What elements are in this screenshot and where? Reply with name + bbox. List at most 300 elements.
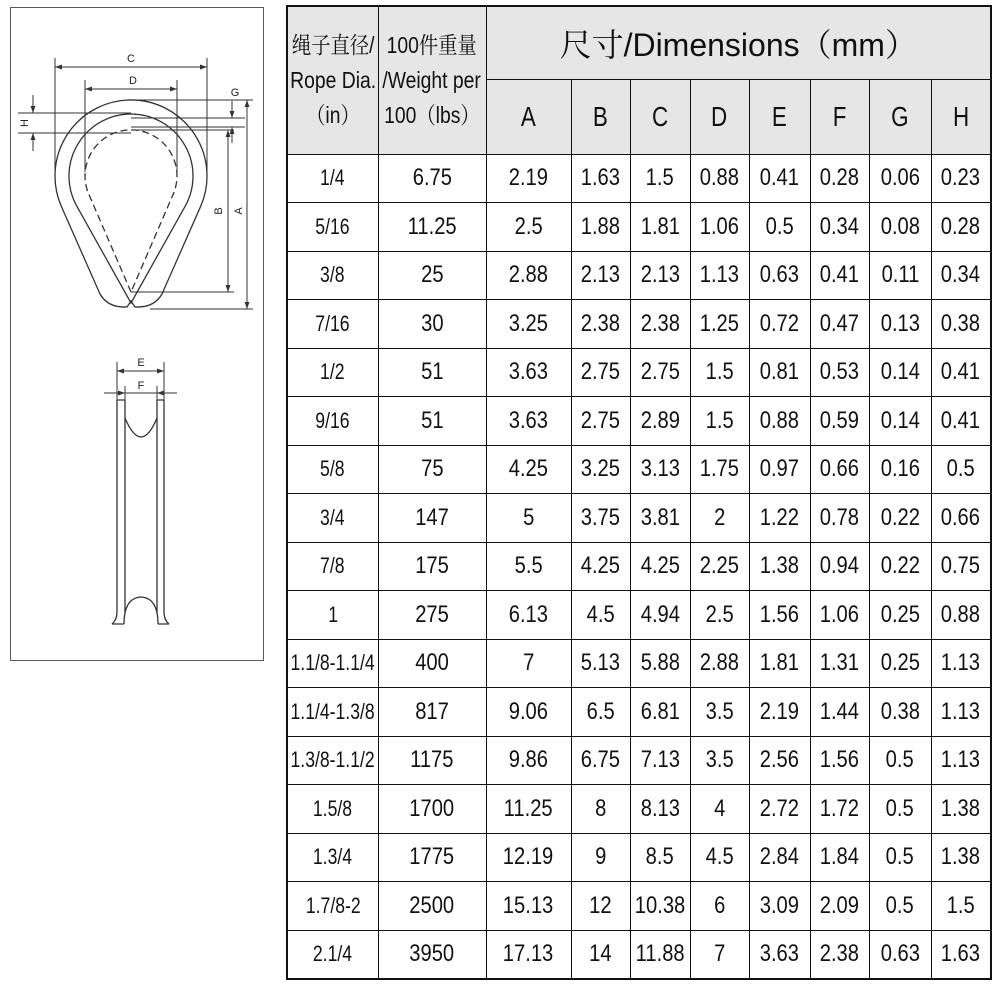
cell-content bbox=[572, 212, 630, 240]
dim-a-cell bbox=[486, 785, 571, 834]
dim-e-value: 0.5 bbox=[765, 212, 794, 240]
dim-h-value: 0.38 bbox=[941, 309, 981, 337]
thimble-drawing bbox=[0, 0, 270, 670]
dim-d-cell bbox=[690, 785, 749, 834]
cell-content bbox=[631, 309, 690, 337]
cell-content bbox=[572, 891, 630, 919]
dim-g-value: 0.25 bbox=[880, 649, 920, 677]
dim-g-value: 0.5 bbox=[885, 843, 915, 871]
cell-content bbox=[288, 846, 378, 868]
dim-d-cell bbox=[690, 688, 749, 737]
top-view-dimensions bbox=[18, 58, 253, 309]
rope-dia-value: 1.1/8-1.1/4 bbox=[290, 650, 375, 676]
dim-g-cell bbox=[869, 445, 931, 494]
dim-a-cell bbox=[486, 639, 571, 688]
dim-g-value: 0.16 bbox=[880, 455, 920, 483]
dim-f-cell bbox=[810, 300, 869, 349]
cell-content bbox=[691, 845, 749, 869]
rope-dia-value: 1.3/8-1.1/2 bbox=[290, 747, 375, 773]
cell-content bbox=[691, 457, 749, 481]
dim-e-value: 0.72 bbox=[759, 309, 800, 337]
cell-content bbox=[811, 503, 869, 531]
dim-c-value: 4.94 bbox=[640, 600, 680, 628]
dim-d-cell bbox=[690, 154, 749, 203]
dim-a-value: 7 bbox=[522, 649, 535, 677]
weight-header-line bbox=[379, 98, 486, 133]
cell-content bbox=[572, 554, 630, 578]
dim-h-cell bbox=[931, 591, 991, 640]
col-header-d-label: D bbox=[711, 100, 728, 132]
dim-e-cell bbox=[749, 688, 810, 737]
col-header-f bbox=[810, 79, 869, 154]
rope-dia-value: 5/16 bbox=[315, 213, 350, 239]
dim-d-cell bbox=[690, 542, 749, 591]
cell-content bbox=[631, 360, 690, 384]
dim-c-cell bbox=[630, 203, 690, 252]
cell-content bbox=[631, 794, 690, 822]
table-row bbox=[287, 251, 991, 300]
side-bottom-groove bbox=[124, 597, 158, 624]
dim-d-value: 1.06 bbox=[699, 212, 740, 240]
dim-c-value: 2.38 bbox=[640, 309, 680, 337]
dim-b-cell bbox=[571, 736, 630, 785]
cell-content bbox=[932, 651, 991, 675]
cell-content bbox=[750, 748, 810, 772]
dim-g-value: 0.22 bbox=[880, 552, 920, 580]
dim-e-value: 2.84 bbox=[759, 843, 800, 871]
table-row bbox=[287, 203, 991, 252]
dim-b-value: 8 bbox=[594, 794, 607, 822]
table-row bbox=[287, 445, 991, 494]
thimble-inner-contour bbox=[69, 114, 193, 303]
rope-dia-value: 7/8 bbox=[320, 553, 345, 579]
cell-content bbox=[487, 212, 571, 240]
rope-dia-cell bbox=[287, 639, 378, 688]
cell-content bbox=[379, 845, 486, 869]
rope-dia-value: 1 bbox=[327, 601, 338, 627]
cell-content bbox=[811, 263, 869, 287]
cell-content bbox=[870, 554, 931, 578]
dim-h-value: 0.28 bbox=[941, 212, 981, 240]
rope-dia-cell bbox=[287, 785, 378, 834]
spec-table-header bbox=[287, 6, 991, 154]
dim-h-cell bbox=[931, 833, 991, 882]
dim-f-value: 0.78 bbox=[819, 503, 860, 531]
dim-g-value: 0.08 bbox=[880, 212, 920, 240]
weight-header-text: 100件重量 bbox=[386, 31, 478, 58]
cell-content bbox=[631, 891, 690, 919]
cell-content bbox=[811, 891, 869, 919]
rope-dia-value: 9/16 bbox=[315, 407, 350, 433]
cell-content bbox=[379, 891, 486, 919]
header-row-top bbox=[287, 6, 991, 79]
dim-d-cell bbox=[690, 736, 749, 785]
weight-cell bbox=[378, 348, 486, 397]
dim-b-value: 1.88 bbox=[580, 212, 621, 240]
col-header-d bbox=[690, 79, 749, 154]
cell-content bbox=[811, 360, 869, 384]
cell-content bbox=[487, 942, 571, 966]
cell-content bbox=[750, 360, 810, 384]
rope-dia-value: 1/2 bbox=[320, 359, 345, 385]
dim-c-cell bbox=[630, 833, 690, 882]
dim-e-value: 1.22 bbox=[759, 503, 800, 531]
cell-content bbox=[379, 406, 486, 434]
cell-content bbox=[750, 554, 810, 578]
weight-value: 25 bbox=[420, 261, 444, 289]
cell-content bbox=[691, 554, 749, 578]
dim-a-value: 4.25 bbox=[508, 455, 549, 483]
cell-content bbox=[870, 748, 931, 772]
cell-content bbox=[691, 166, 749, 190]
dim-a-cell bbox=[486, 445, 571, 494]
cell-content bbox=[572, 794, 630, 822]
cell-content bbox=[572, 942, 630, 966]
dim-f-value: 0.34 bbox=[819, 212, 860, 240]
cell-content bbox=[932, 697, 991, 725]
cell-content bbox=[379, 651, 486, 675]
dim-g-value: 0.5 bbox=[885, 746, 915, 774]
table-row bbox=[287, 736, 991, 785]
dim-h-label: H bbox=[19, 119, 31, 127]
cell-content bbox=[631, 748, 690, 772]
dim-a-value: 2.5 bbox=[514, 212, 543, 240]
dim-e-value: 0.88 bbox=[759, 406, 800, 434]
dim-e-cell bbox=[749, 445, 810, 494]
dim-d-value: 2 bbox=[713, 503, 726, 531]
dim-b-cell bbox=[571, 688, 630, 737]
dim-e-value: 0.81 bbox=[759, 358, 800, 386]
dim-h-cell bbox=[931, 882, 991, 931]
dim-b-cell bbox=[571, 542, 630, 591]
dim-g-cell bbox=[869, 203, 931, 252]
weight-cell bbox=[378, 736, 486, 785]
cell-content bbox=[572, 503, 630, 531]
dim-f-value: 0.66 bbox=[819, 455, 860, 483]
dim-c-cell bbox=[630, 494, 690, 543]
dim-a-cell bbox=[486, 251, 571, 300]
weight-header-line bbox=[379, 63, 486, 98]
dim-d-value: 3.5 bbox=[705, 697, 734, 725]
cell-content bbox=[932, 845, 991, 869]
dim-f-cell bbox=[810, 542, 869, 591]
dim-f-value: 0.94 bbox=[819, 552, 860, 580]
cell-content bbox=[487, 600, 571, 628]
cell-content bbox=[631, 651, 690, 675]
table-row bbox=[287, 882, 991, 931]
dim-a-value: 3.63 bbox=[508, 406, 549, 434]
cell-content bbox=[691, 891, 749, 919]
cell-content bbox=[572, 263, 630, 287]
cell-content bbox=[811, 554, 869, 578]
dim-c-label: C bbox=[127, 53, 135, 65]
dim-a-cell bbox=[486, 688, 571, 737]
dim-c-value: 6.81 bbox=[640, 697, 680, 725]
dim-b-cell bbox=[571, 882, 630, 931]
cell-content bbox=[932, 457, 991, 481]
cell-content bbox=[932, 309, 991, 337]
dim-a-value: 2.19 bbox=[508, 164, 549, 192]
rope-dia-header-line bbox=[288, 98, 378, 133]
dim-e-cell bbox=[749, 154, 810, 203]
cell-content bbox=[750, 697, 810, 725]
dim-f-value: 0.53 bbox=[819, 358, 860, 386]
rope-dia-header bbox=[287, 6, 378, 154]
rope-dia-header-line bbox=[288, 63, 378, 98]
dim-h-value: 1.13 bbox=[941, 697, 981, 725]
weight-value: 51 bbox=[420, 358, 444, 386]
cell-content bbox=[932, 554, 991, 578]
cell-content bbox=[750, 942, 810, 966]
dim-g-value: 0.06 bbox=[880, 164, 920, 192]
dim-b-cell bbox=[571, 639, 630, 688]
cell-content bbox=[870, 212, 931, 240]
dim-c-value: 3.81 bbox=[640, 503, 680, 531]
cell-content bbox=[379, 360, 486, 384]
dimensions-header bbox=[486, 6, 991, 79]
dim-f-cell bbox=[810, 203, 869, 252]
cell-content bbox=[487, 309, 571, 337]
dim-f-cell bbox=[810, 785, 869, 834]
weight-cell bbox=[378, 251, 486, 300]
weight-value: 400 bbox=[415, 649, 449, 677]
col-header-g bbox=[869, 79, 931, 154]
dim-c-cell bbox=[630, 542, 690, 591]
dim-g-cell bbox=[869, 494, 931, 543]
rope-dia-cell bbox=[287, 154, 378, 203]
weight-value: 51 bbox=[420, 406, 444, 434]
cell-content bbox=[379, 503, 486, 531]
dim-b-value: 4.25 bbox=[580, 552, 621, 580]
col-header-e bbox=[749, 79, 810, 154]
dim-f-value: 0.28 bbox=[819, 164, 860, 192]
dim-h-cell bbox=[931, 251, 991, 300]
cell-content bbox=[750, 794, 810, 822]
top-view bbox=[55, 100, 207, 307]
table-row bbox=[287, 542, 991, 591]
cell-content bbox=[288, 458, 378, 480]
cell-content bbox=[870, 166, 931, 190]
dim-a-cell bbox=[486, 930, 571, 979]
dim-g-label: G bbox=[230, 87, 240, 99]
cell-content bbox=[572, 309, 630, 337]
dim-c-cell bbox=[630, 785, 690, 834]
cell-content bbox=[691, 263, 749, 287]
dim-e-cell bbox=[749, 639, 810, 688]
dim-h-value: 0.34 bbox=[941, 261, 981, 289]
weight-cell bbox=[378, 882, 486, 931]
dim-b-value: 9 bbox=[594, 843, 607, 871]
cell-content bbox=[288, 601, 378, 627]
dim-f-cell bbox=[810, 494, 869, 543]
weight-value: 3950 bbox=[409, 940, 455, 967]
cell-content bbox=[288, 310, 378, 336]
cell-content bbox=[379, 794, 486, 822]
dim-g-value: 0.11 bbox=[881, 261, 919, 289]
cell-content bbox=[288, 264, 378, 286]
cell-content bbox=[870, 891, 931, 919]
cell-content bbox=[750, 503, 810, 531]
col-header-g-label: G bbox=[891, 100, 909, 132]
cell-content bbox=[379, 554, 486, 578]
rope-dia-header-text: 绳子直径/ bbox=[291, 31, 375, 58]
cell-content bbox=[932, 503, 991, 531]
dim-g-cell bbox=[869, 397, 931, 446]
cell-content bbox=[379, 212, 486, 240]
cell-content bbox=[811, 600, 869, 628]
cell-content bbox=[691, 600, 749, 628]
dim-b-value: 3.25 bbox=[580, 455, 621, 483]
dim-b-value: 2.75 bbox=[580, 406, 621, 434]
cell-content bbox=[572, 651, 630, 675]
col-header-a bbox=[486, 79, 571, 154]
cell-content bbox=[631, 697, 690, 725]
weight-cell bbox=[378, 930, 486, 979]
cell-content bbox=[932, 406, 991, 434]
dim-d-value: 2.88 bbox=[699, 649, 740, 677]
cell-content bbox=[750, 845, 810, 869]
cell-content bbox=[288, 698, 378, 724]
dim-b-value: 2.38 bbox=[580, 309, 621, 337]
dim-h-value: 0.66 bbox=[941, 503, 981, 531]
dim-g-value: 0.13 bbox=[880, 309, 920, 337]
dim-c-value: 1.5 bbox=[645, 164, 675, 192]
dim-h-cell bbox=[931, 348, 991, 397]
cell-content bbox=[379, 600, 486, 628]
dim-f-value: 0.41 bbox=[819, 261, 860, 289]
rope-dia-cell bbox=[287, 591, 378, 640]
dim-e-cell bbox=[749, 785, 810, 834]
cell-content bbox=[631, 457, 690, 481]
table-row bbox=[287, 154, 991, 203]
weight-cell bbox=[378, 542, 486, 591]
dim-f-value: 2.09 bbox=[819, 891, 860, 919]
dim-e-cell bbox=[749, 930, 810, 979]
cell-content bbox=[811, 309, 869, 337]
dim-b-value: 4.5 bbox=[586, 600, 615, 628]
weight-cell bbox=[378, 494, 486, 543]
dim-b-label: B bbox=[213, 207, 225, 215]
dim-d-cell bbox=[690, 348, 749, 397]
cell-content bbox=[691, 748, 749, 772]
weight-cell bbox=[378, 397, 486, 446]
dim-a-cell bbox=[486, 154, 571, 203]
dim-c-value: 1.81 bbox=[640, 212, 680, 240]
dim-d-cell bbox=[690, 591, 749, 640]
dim-f-value: 0.47 bbox=[819, 309, 860, 337]
dim-b-cell bbox=[571, 348, 630, 397]
dim-c-cell bbox=[630, 930, 690, 979]
cell-content bbox=[572, 166, 630, 190]
dim-f-value: 1.56 bbox=[819, 746, 860, 774]
dim-h-value: 0.41 bbox=[941, 406, 981, 434]
rope-dia-cell bbox=[287, 542, 378, 591]
cell-content bbox=[870, 942, 931, 966]
weight-value: 175 bbox=[415, 552, 449, 580]
dim-e-value: 2.72 bbox=[759, 794, 800, 822]
dim-b-cell bbox=[571, 251, 630, 300]
cell-content bbox=[932, 360, 991, 384]
dim-f-value: 0.59 bbox=[819, 406, 860, 434]
cell-content bbox=[631, 406, 690, 434]
dim-h-cell bbox=[931, 203, 991, 252]
cell-content bbox=[750, 457, 810, 481]
dim-c-cell bbox=[630, 688, 690, 737]
dim-e-value: 1.81 bbox=[759, 649, 800, 677]
cell-content bbox=[487, 263, 571, 287]
cell-content bbox=[870, 697, 931, 725]
dim-h-value: 1.38 bbox=[941, 843, 981, 871]
dim-h-cell bbox=[931, 494, 991, 543]
dim-c-cell bbox=[630, 591, 690, 640]
dim-e-cell bbox=[749, 203, 810, 252]
dim-b-cell bbox=[571, 785, 630, 834]
cell-content bbox=[932, 891, 991, 919]
dim-e-cell bbox=[749, 542, 810, 591]
dim-c-cell bbox=[630, 397, 690, 446]
dim-h-value: 1.63 bbox=[941, 940, 981, 967]
rope-dia-cell bbox=[287, 203, 378, 252]
cell-content bbox=[750, 309, 810, 337]
dim-h-value: 0.5 bbox=[946, 455, 975, 483]
dim-d-value: 1.13 bbox=[699, 261, 740, 289]
dim-a-value: 12.19 bbox=[503, 843, 554, 871]
dimensions-header-text: 尺寸/Dimensions（mm） bbox=[559, 26, 917, 63]
dim-f-cell bbox=[810, 833, 869, 882]
weight-header bbox=[378, 6, 486, 154]
spec-table-body bbox=[287, 154, 991, 979]
cell-content bbox=[631, 166, 690, 190]
dim-a-value: 11.25 bbox=[504, 794, 553, 822]
rope-dia-cell bbox=[287, 736, 378, 785]
dim-a-value: 3.63 bbox=[508, 358, 549, 386]
dim-h-cell bbox=[931, 785, 991, 834]
dim-g-value: 0.5 bbox=[885, 891, 915, 919]
dim-a-value: 17.13 bbox=[503, 940, 554, 967]
dim-a-cell bbox=[486, 494, 571, 543]
dim-c-cell bbox=[630, 882, 690, 931]
dim-f-cell bbox=[810, 688, 869, 737]
cell-content bbox=[811, 212, 869, 240]
cell-content bbox=[487, 651, 571, 675]
dim-c-value: 4.25 bbox=[640, 552, 680, 580]
cell-content bbox=[288, 407, 378, 433]
dim-f-cell bbox=[810, 639, 869, 688]
dim-b-value: 6.5 bbox=[586, 697, 615, 725]
dim-h-value: 0.88 bbox=[941, 600, 981, 628]
dim-c-cell bbox=[630, 251, 690, 300]
dim-b-value: 14 bbox=[589, 940, 612, 967]
dim-h-cell bbox=[931, 542, 991, 591]
table-row bbox=[287, 688, 991, 737]
dim-c-value: 7.13 bbox=[640, 746, 680, 774]
cell-content bbox=[631, 212, 690, 240]
cell-content bbox=[631, 554, 690, 578]
cell-content bbox=[811, 651, 869, 675]
cell-content bbox=[288, 361, 378, 383]
dim-g-cell bbox=[869, 833, 931, 882]
dim-d-value: 3.5 bbox=[705, 746, 734, 774]
rope-dia-cell bbox=[287, 930, 378, 979]
cell-content bbox=[691, 651, 749, 675]
dim-g-value: 0.63 bbox=[880, 940, 920, 967]
cell-content bbox=[811, 942, 869, 966]
dim-d-cell bbox=[690, 930, 749, 979]
weight-cell bbox=[378, 785, 486, 834]
dim-c-value: 2.13 bbox=[640, 261, 680, 289]
weight-value: 1175 bbox=[410, 746, 454, 774]
dim-a-cell bbox=[486, 882, 571, 931]
